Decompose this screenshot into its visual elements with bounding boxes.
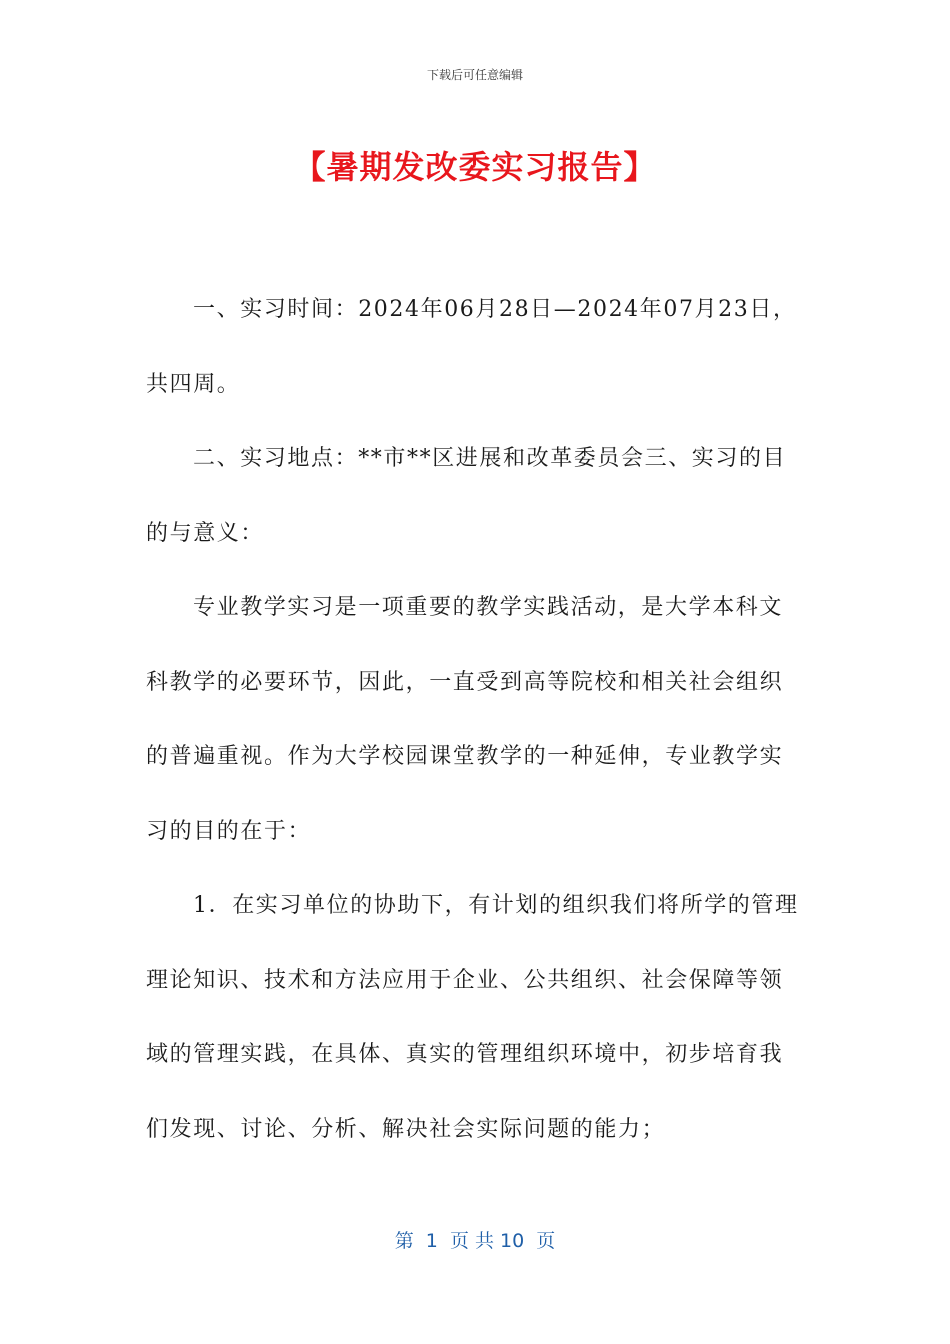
paragraph-internship-time: 一、实习时间：2024年06月28日—2024年07月23日，共四周。	[146, 297, 797, 397]
document-title: 【暑期发改委实习报告】	[293, 148, 657, 186]
page-number-footer: 第 1 页 共 10 页	[394, 1230, 556, 1252]
page-header-note: 下载后可任意编辑	[426, 68, 523, 82]
paragraph-purpose-item-1: 1．在实习单位的协助下，有计划的组织我们将所学的管理理论知识、技术和方法应用于企业、公共组织、社会保障等领域的管理实践，在具体、真实的管理组织环境中，初步培育我们发现、讨论、分析、解决社会实际问题的能力；	[146, 893, 799, 1142]
paragraph-internship-location: 二、实习地点：**市**区进展和改革委员会三、实习的目的与意义：	[146, 446, 787, 546]
document-body	[146, 273, 806, 1167]
paragraph-internship-purpose: 专业教学实习是一项重要的教学实践活动，是大学本科文科教学的必要环节，因此，一直受到高等院校和相关社会组织的普遍重视。作为大学校园课堂教学的一种延伸，专业教学实习的目的在于：	[146, 595, 784, 844]
